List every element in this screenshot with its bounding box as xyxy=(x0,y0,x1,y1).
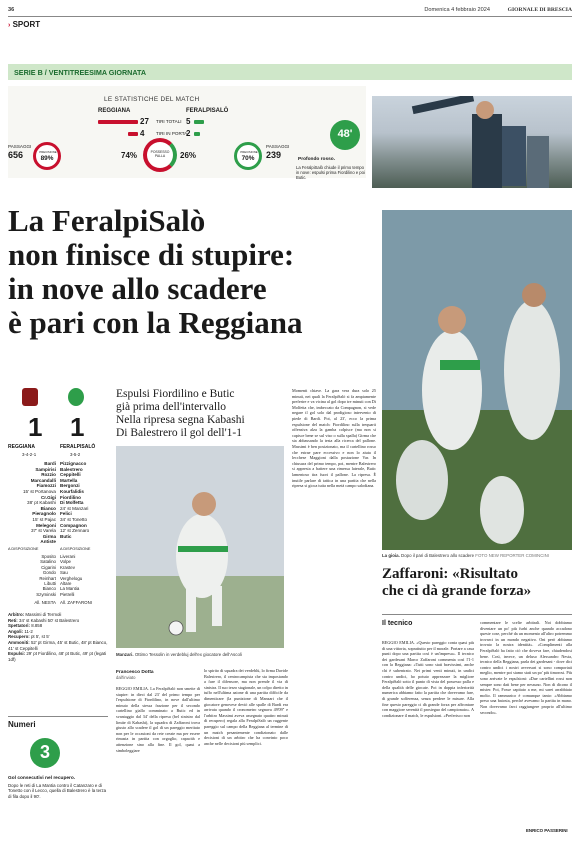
home-precision-value: 89% xyxy=(40,155,54,162)
bench-player: Krastev xyxy=(60,564,75,570)
side-headline-line: Zaffaroni: «Risultato xyxy=(382,566,518,582)
numeri-value: 3 xyxy=(39,742,50,762)
tecnico-label: Il tecnico xyxy=(382,620,413,627)
home-value: 27 xyxy=(140,117,149,126)
header-rule xyxy=(8,16,572,17)
detail-row xyxy=(8,651,108,662)
subhead-line: Nella ripresa segna Kabashi xyxy=(116,414,245,426)
home-passes-label: PASSAGGI xyxy=(8,144,32,149)
match-details xyxy=(8,612,108,662)
away-value: 5 xyxy=(186,117,191,126)
player: 38' pt Kabashi xyxy=(27,500,56,506)
home-coach: All. NESTA xyxy=(34,600,56,606)
player: Sampirisi xyxy=(35,466,56,472)
home-bench xyxy=(34,554,56,606)
detail-key: Ammoniti: xyxy=(8,639,30,645)
caption-credit: FOTO NEW REPORTER COMINCINI xyxy=(475,553,550,558)
detail-key: Arbitro: xyxy=(8,612,25,617)
subhead-line: Di Balestrero il gol dell'1-1 xyxy=(116,427,242,439)
player: Girma xyxy=(42,533,56,539)
away-coach: All. ZAFFARONI xyxy=(60,600,92,606)
numeri-title: Gol consecutivi nel recupero. xyxy=(8,776,76,781)
player: Di Molfetta xyxy=(60,500,84,506)
detail-value: 34' st Kabashi 50' st Balestrero xyxy=(19,617,80,623)
numeri-rule xyxy=(8,716,108,717)
player: Martella xyxy=(60,477,78,483)
caption-text: Dopo il pari di Balestrero allo scadere xyxy=(401,553,475,558)
article-col-3: Momenti chiave. La gara vera dura solo 25 minuti, nei quali la FeralpiSalò si fa ampiamente preferire e va vicina al gol dopo tre minuti con Di Molfetta che, imbeccato da Compagnon, si vede negare il gol solo dal prodigioso intervento di piede di Bardi. Poi, al 23', ecco la prima espulsione del match: Fiordilino sulla trequarti offensiva alza la gamba colpisce (ma non si capisce bene se sul viso o sulla spalla) Girma che sta abbassando la testa alla ricerca del pallone. Massimi è ben posizionato, ma il cartellino rosso che estrae pare eccessivo e non lo aiuta il lecchese Maggioni dalla postazione Var. In chiusura del primo tempo, poi, mentre Balestrero si appresta a battere una rimessa laterale, Butic lamentoso tira fuori il pallone. La ripresa. È inutile parlare di tattica in una partita che nella ripresa si gioca tutta nella metà campo salodiana. xyxy=(292,388,376,489)
away-value: 2 xyxy=(186,129,191,138)
detail-value: 52' pt Girma, 45' st Butic, 48' pt Bianco, 41' st Ceppitelli xyxy=(8,639,108,651)
player: Bianco xyxy=(40,505,56,511)
player: 37' st Varela xyxy=(30,528,56,534)
bench-player: Sposito xyxy=(41,554,56,559)
referee-photo xyxy=(372,96,572,188)
celebration-figures xyxy=(382,210,572,550)
section-marker: › xyxy=(8,22,11,29)
paper-name: GIORNALE DI BRESCIA xyxy=(507,7,572,13)
home-team-label: REGGIANA xyxy=(8,444,35,450)
player: Pizzignacco xyxy=(60,461,87,466)
subhead-line: già prima dell'intervallo xyxy=(116,401,227,413)
player: 24' st Manzari xyxy=(60,505,89,511)
away-disp-label: A DISPOSIZIONE xyxy=(60,547,91,551)
bench-player: La Mantia xyxy=(60,586,80,592)
away-passes-value: 239 xyxy=(266,150,282,160)
away-team-label: FERALPISALÒ xyxy=(60,444,96,450)
bench-player: Reinhart xyxy=(39,575,56,581)
stats-title: LE STATISTICHE DEL MATCH xyxy=(104,96,200,103)
reggiana-crest xyxy=(22,388,38,406)
caption-text: Ottimo Tessolin in verdebluj dell'ex giocatore dell'Ascoli xyxy=(134,652,242,657)
subhead xyxy=(116,388,296,440)
player: Kourfalidis xyxy=(60,488,84,494)
player: 15' st Pajac xyxy=(32,516,56,522)
score-away: 1 xyxy=(70,412,85,442)
minute-badge xyxy=(330,120,360,150)
bench-player: Sau xyxy=(60,570,68,576)
player: 34' st Tonetto xyxy=(60,516,88,522)
stats-away-team: FERALPISALÒ xyxy=(186,108,229,114)
page-date: Domenica 4 febbraio 2024 xyxy=(424,7,490,13)
player: Rozzio xyxy=(41,472,56,478)
player: Fiamozzi xyxy=(36,483,56,489)
away-bar xyxy=(194,132,200,136)
home-module: 3-4-2-1 xyxy=(22,452,37,457)
home-disp-label: A DISPOSIZIONE xyxy=(8,547,39,551)
caption-bold: Manzari. xyxy=(116,652,134,657)
round-strip xyxy=(8,64,572,80)
side-headline xyxy=(382,566,572,600)
bench-player: Pietrelli xyxy=(60,591,75,597)
detail-value: 11-2 xyxy=(24,628,33,634)
bench-player: Altare xyxy=(60,581,72,587)
referee-figure xyxy=(372,96,572,188)
stat-label: TIRI TOTALI xyxy=(156,119,182,124)
numeri-text: Dopo le reti di La Mantia contro il Catanzaro e di Tonetto con il Lecco, quella di Balestrero è la terza di fila dopo il 90'. xyxy=(8,783,107,799)
round-title: SERIE B / VENTITREESIMA GIORNATA xyxy=(14,68,147,77)
away-module: 3-5-2 xyxy=(70,452,81,457)
detail-value: 29' pt Fiordilino, 48' pt Butic, 49' pt (legati 1df) xyxy=(8,651,107,662)
player: Marcandalli xyxy=(30,477,56,483)
player: Pieragnolo xyxy=(32,511,56,517)
possession-ring xyxy=(143,138,177,172)
bench-player: Bianco xyxy=(42,586,56,592)
stat-label: TIRI IN PORTA xyxy=(156,131,188,136)
away-bench xyxy=(60,554,92,606)
stat-row-total xyxy=(98,117,258,127)
headline-line: La FeralpiSalò xyxy=(8,203,206,238)
player: Bergonzi xyxy=(60,483,80,489)
detail-value: Massimi di Termoli xyxy=(25,612,62,617)
home-bar xyxy=(128,132,138,136)
minute-value: 48' xyxy=(337,128,353,140)
player: Cr.Gigi xyxy=(40,494,56,500)
bench-player: Volpe xyxy=(60,559,71,565)
feralpisalo-crest xyxy=(68,388,84,406)
page-number: 36 xyxy=(8,7,15,13)
home-precision-ring xyxy=(33,142,61,170)
player: Butic xyxy=(60,533,72,539)
tecnico-rule xyxy=(382,614,572,615)
bench-player: Satalino xyxy=(40,559,56,565)
article-col-1: REGGIO EMILIA. La FeralpiSalò non smette di stupire: in dieci dal 23' del primo tempo per l'espulsione di Fiordilino, in nove dall'ultimo minuto della stessa frazione per il secondo cartellino giallo comminato a Butic ed in svantaggio dal 34' della ripresa (bel sinistro dal limite di Kabashi), la squadra di Zaffaroni trova giusto allo scadere il gol di un pareggio meritato non per le occasioni da rete create ma per essere rimasta in partita con orgoglio, capacità e attenzione sino alla fine. Il gol, quasi a simboleggiare xyxy=(116,686,200,753)
headline-line: è pari con la Reggiana xyxy=(8,305,303,340)
bench-player: Libutti xyxy=(44,581,56,587)
section-title: SPORT xyxy=(12,20,41,29)
player: Fiordilino xyxy=(60,494,81,500)
player: Bardi xyxy=(44,461,56,466)
possession-label: POSSESSO PALLA xyxy=(150,150,170,158)
detail-value: pt 5', st 5' xyxy=(30,634,50,640)
away-bar xyxy=(194,120,204,124)
player-figure xyxy=(116,446,284,648)
player: Antiste xyxy=(40,539,56,545)
player: 12' st Zennaro xyxy=(60,528,90,534)
player: Melegoni xyxy=(36,522,56,528)
bench-player: Liverani xyxy=(60,554,76,559)
away-possession-value: 26% xyxy=(180,151,197,160)
away-precision-label: PRECISIONE xyxy=(240,150,258,154)
away-passes-label: PASSAGGI xyxy=(266,144,290,149)
page-header xyxy=(8,6,572,16)
home-passes-value: 656 xyxy=(8,150,24,160)
side-signature: ENRICO PASSERINI xyxy=(526,828,568,833)
side-col-1: REGGIO EMILIA. «Questo pareggio conta quasi più di una vittoria, soprattutto per il morale. Portare a casa punti dopo una partita così è un'impresa». Il tecnico dei gardesani Marco Zaffaroni commenta così l'1-1 con la Reggiana: «Tutti sono stati bravissimi, anche chi è subentrato. Nei primi venti minuti, in undici contro undici, ho potuto apprezzare la migliore FeralpiSalò sotto il punto di vista del possesso palla e della qualità delle giocate. Poi in doppia inferiorità numerica abbiamo fatto la partita che dovevamo fare, di grande sofferenza, senza perdere le misure. Alla fine questo pareggio ci dà grande forza per affrontare con maggiore serenità il prosieguo del campionato». A condizionare il match, le espulsioni. «Preferisco non xyxy=(382,640,474,718)
player: Compagnon xyxy=(60,522,87,528)
detail-key: Angoli: xyxy=(8,628,24,634)
home-precision-label: PRECISIONE xyxy=(39,150,57,154)
score-home: 1 xyxy=(28,412,43,442)
bench-player: Cigarini xyxy=(41,564,56,570)
celebration-photo xyxy=(382,210,572,550)
player-photo xyxy=(116,446,284,648)
headline-line: in nove allo scadere xyxy=(8,271,267,306)
home-possession-value: 74% xyxy=(121,151,138,160)
article-col-2: lo spirito di squadra dei verdeblù, lo firma Davide Balestrero, il centrocampista che sta impostando a fare il difensore, ma non prende il via di sinistra. Il suo terzo stagionale, un colpo diretto in tuffo nell'ultima azione di una partita difficile da dimenticare (la punizione di Manzari che il giocatore genovese deviò alle spalle di Bardi era arrivata quando il cronometro segnava 49'09'' e l'arbitro Massimi aveva assegnato quattro minuti di recupero) regala alla FeralpiSalò un ruggente pareggio sul campo della Reggiana al termine di un match pesantemente condizionato dalle decisioni di un arbitro che ha convinto poco anche nelle decisioni più semplici. xyxy=(204,668,288,746)
byline-name: Francesco Dotta xyxy=(116,670,154,675)
detail-row xyxy=(8,640,108,651)
caption-bold: La gioia. xyxy=(382,553,400,558)
numeri-badge xyxy=(30,738,60,768)
byline xyxy=(116,670,154,680)
player: Balestrero xyxy=(60,466,83,472)
home-value: 4 xyxy=(140,129,145,138)
bench-player: Verghelogu xyxy=(60,575,83,581)
bench-player: Szyminski xyxy=(36,591,56,597)
player: 15' st Portanova xyxy=(22,488,56,494)
byline-role: dall'inviato xyxy=(116,675,136,680)
side-headline-line: che ci dà grande forza» xyxy=(382,583,532,599)
minute-text: La FeralpiSalò chiude il primo tempo in nove: espulsi prima Fiordilino e poi Butic. xyxy=(296,165,365,180)
home-lineup xyxy=(23,461,56,545)
player: Felici xyxy=(60,511,72,517)
celebration-caption xyxy=(382,553,572,558)
away-lineup xyxy=(60,461,89,539)
player-caption xyxy=(116,652,284,657)
detail-key: Recupero: xyxy=(8,634,30,640)
detail-key: Spettatori: xyxy=(8,623,30,629)
detail-key: Reti: xyxy=(8,617,18,623)
detail-value: 8.858 xyxy=(31,623,43,629)
stats-home-team: REGGIANA xyxy=(98,108,131,114)
home-bar xyxy=(98,120,138,124)
bench-player: Gondo xyxy=(42,570,56,576)
numeri-label: Numeri xyxy=(8,720,36,729)
detail-key: Espulsi: xyxy=(8,651,26,657)
side-col-2: commentare le scelte arbitrali. Noi dobbiamo diventare un po' più furbi anche quando accadono queste cose, perché da un momento all'altro potremmo trovarci in un mondo negativo. Oni però abbiamo trovato la nostra identità». «Complimenti alla FeralpiSalò ha fatto ciò che doveva fare, chiudendosi bene. Così, invece, un deluso Alessandro Nesta, tecnico della Reggiana, parla dei gardesani - dove dici contro undici i nostri avversari si sono comportati meglio, mentre poi siamo stati un po' più timorosi. Più sono arrivate le espulsioni: «Due cartellini rossi non sempre sono dati bene per nessuno. Non di dicono il mister. Poi, Fosse capitato a me, mi sarei arrabbiato molto. Il rammarico è comunque tanto: «Abbiamo preso una batosta, perché avevamo la partita in mano. Non dovevamo farci raggiungere proprio all'ultimo secondo». xyxy=(480,620,572,715)
stat-row-target xyxy=(98,129,258,139)
section-label xyxy=(8,20,40,29)
away-precision-value: 70% xyxy=(241,155,255,162)
subhead-line: Espulsi Fiordilino e Butic xyxy=(116,388,235,400)
headline-line: non finisce di stupire: xyxy=(8,237,295,272)
player: Ceppitelli xyxy=(60,472,81,478)
away-precision-ring xyxy=(234,142,262,170)
headline xyxy=(8,204,378,340)
minute-title: Profondo rosso. xyxy=(298,157,336,162)
